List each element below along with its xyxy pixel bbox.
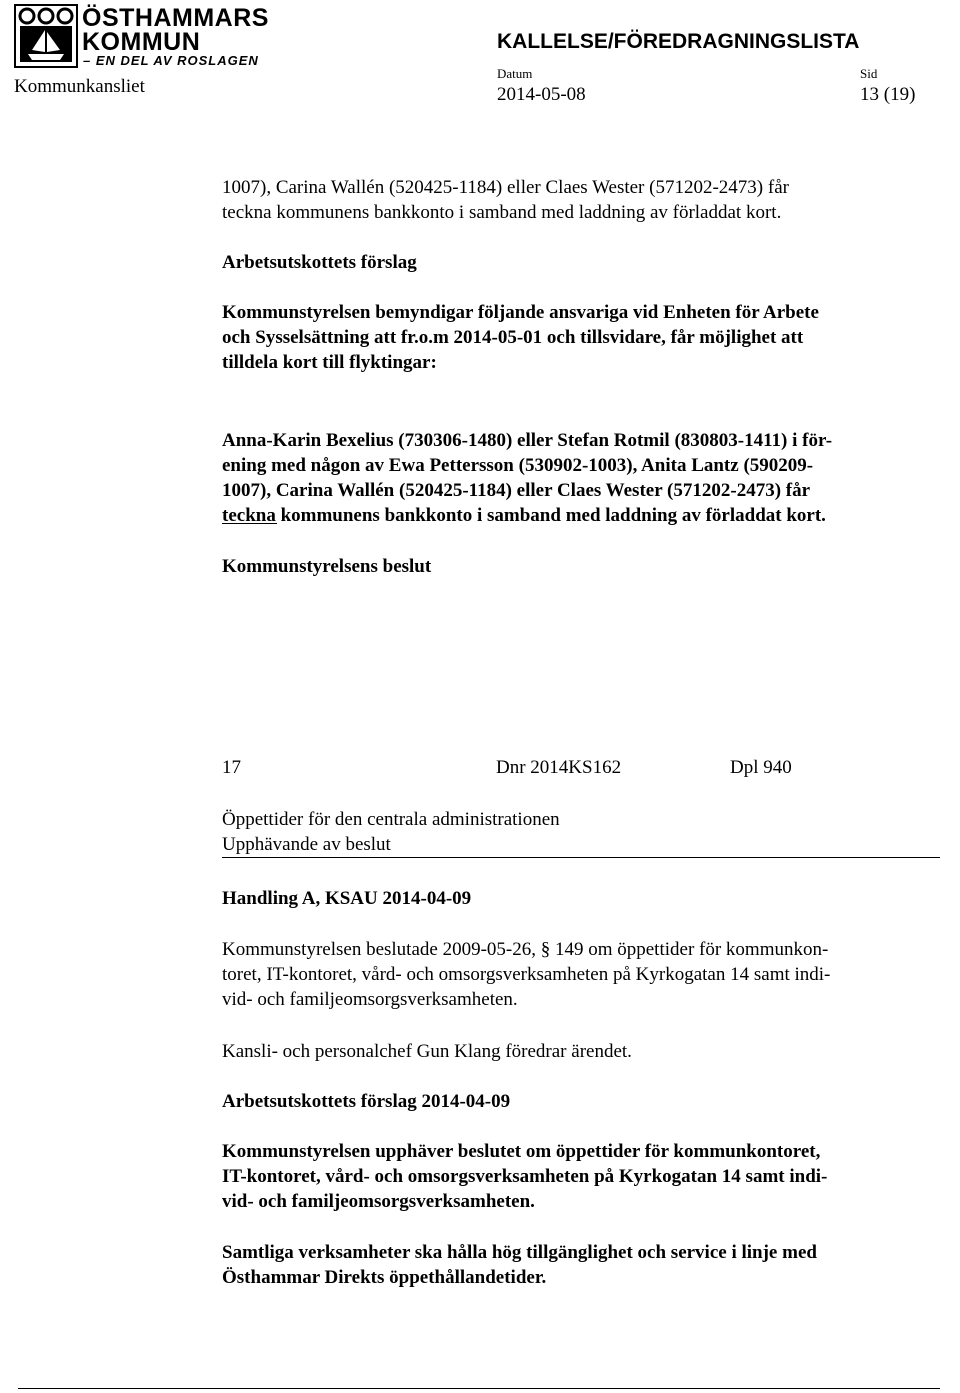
- page-number: 13 (19): [860, 84, 916, 105]
- proposal-paragraph: [222, 300, 922, 375]
- continued-paragraph: [222, 175, 922, 225]
- text-line: ening med någon av Ewa Pettersson (530902-1003), Anita Lantz (590209-: [222, 455, 814, 476]
- body-paragraph: Kansli- och personalchef Gun Klang föredrar ärendet.: [222, 1041, 632, 1062]
- logo-wordmark-line1: ÖSTHAMMARS: [82, 4, 269, 32]
- page-label: Sid: [860, 66, 878, 81]
- department-name: Kommunkansliet: [14, 76, 145, 97]
- coat-of-arms-icon: [14, 4, 80, 70]
- section-heading: Arbetsutskottets förslag 2014-04-09: [222, 1091, 511, 1112]
- text-line: Öppettider för den centrala administrationen: [222, 809, 560, 830]
- body-paragraph: [222, 937, 922, 1012]
- case-dnr: Dnr 2014KS162: [496, 757, 622, 778]
- divider: [222, 523, 277, 524]
- text-line: toret, IT-kontoret, vård- och omsorgsverksamheten på Kyrkogatan 14 samt indi-: [222, 964, 831, 985]
- text-line: vid- och familjeomsorgsverksamheten.: [222, 989, 518, 1010]
- text-line: Upphävande av beslut: [222, 834, 391, 855]
- text-line: teckna kommunens bankkonto i samband med laddning av förladdat kort.: [222, 202, 782, 223]
- handling-reference: Handling A, KSAU 2014-04-09: [222, 888, 472, 909]
- text-line: 1007), Carina Wallén (520425-1184) eller Claes Wester (571202-2473) får: [222, 480, 811, 501]
- case-title: [222, 807, 922, 857]
- proposal-paragraph: [222, 428, 922, 528]
- footer-divider: [18, 1388, 940, 1389]
- text-line: och Sysselsättning att fr.o.m 2014-05-01 och tillsvidare, får möjlighet att: [222, 327, 804, 348]
- date-label: Datum: [497, 66, 533, 81]
- text-line: teckna kommunens bankkonto i samband med laddning av förladdat kort.: [222, 505, 826, 526]
- text-line: vid- och familjeomsorgsverksamheten.: [222, 1191, 535, 1212]
- text-line: Kommunstyrelsen bemyndigar följande ansvariga vid Enheten för Arbete: [222, 302, 819, 323]
- case-dpl: Dpl 940: [730, 757, 792, 778]
- proposal-paragraph: [222, 1240, 922, 1290]
- text-line: tilldela kort till flyktingar:: [222, 352, 437, 373]
- logo-wordmark-line2: KOMMUN: [82, 28, 201, 56]
- date-value: 2014-05-08: [497, 84, 586, 105]
- proposal-paragraph: [222, 1139, 922, 1214]
- text-line: Samtliga verksamheter ska hålla hög tillgänglighet och service i linje med: [222, 1242, 817, 1263]
- text-line: IT-kontoret, vård- och omsorgsverksamheten på Kyrkogatan 14 samt indi-: [222, 1166, 828, 1187]
- divider: [222, 857, 940, 858]
- text-line: Kommunstyrelsen upphäver beslutet om öppettider för kommunkontoret,: [222, 1141, 821, 1162]
- case-number: 17: [222, 757, 241, 778]
- document-title: KALLELSE/FÖREDRAGNINGSLISTA: [497, 30, 860, 53]
- section-heading: Arbetsutskottets förslag: [222, 252, 417, 273]
- logo-tagline: – EN DEL AV ROSLAGEN: [83, 53, 259, 68]
- text-line: Kommunstyrelsen beslutade 2009-05-26, § 149 om öppettider för kommunkon-: [222, 939, 829, 960]
- text-line: Anna-Karin Bexelius (730306-1480) eller Stefan Rotmil (830803-1411) i för-: [222, 430, 833, 451]
- section-heading: Kommunstyrelsens beslut: [222, 556, 432, 577]
- text-line: 1007), Carina Wallén (520425-1184) eller Claes Wester (571202-2473) får: [222, 177, 789, 198]
- text-line: Östhammar Direkts öppethållandetider.: [222, 1267, 547, 1288]
